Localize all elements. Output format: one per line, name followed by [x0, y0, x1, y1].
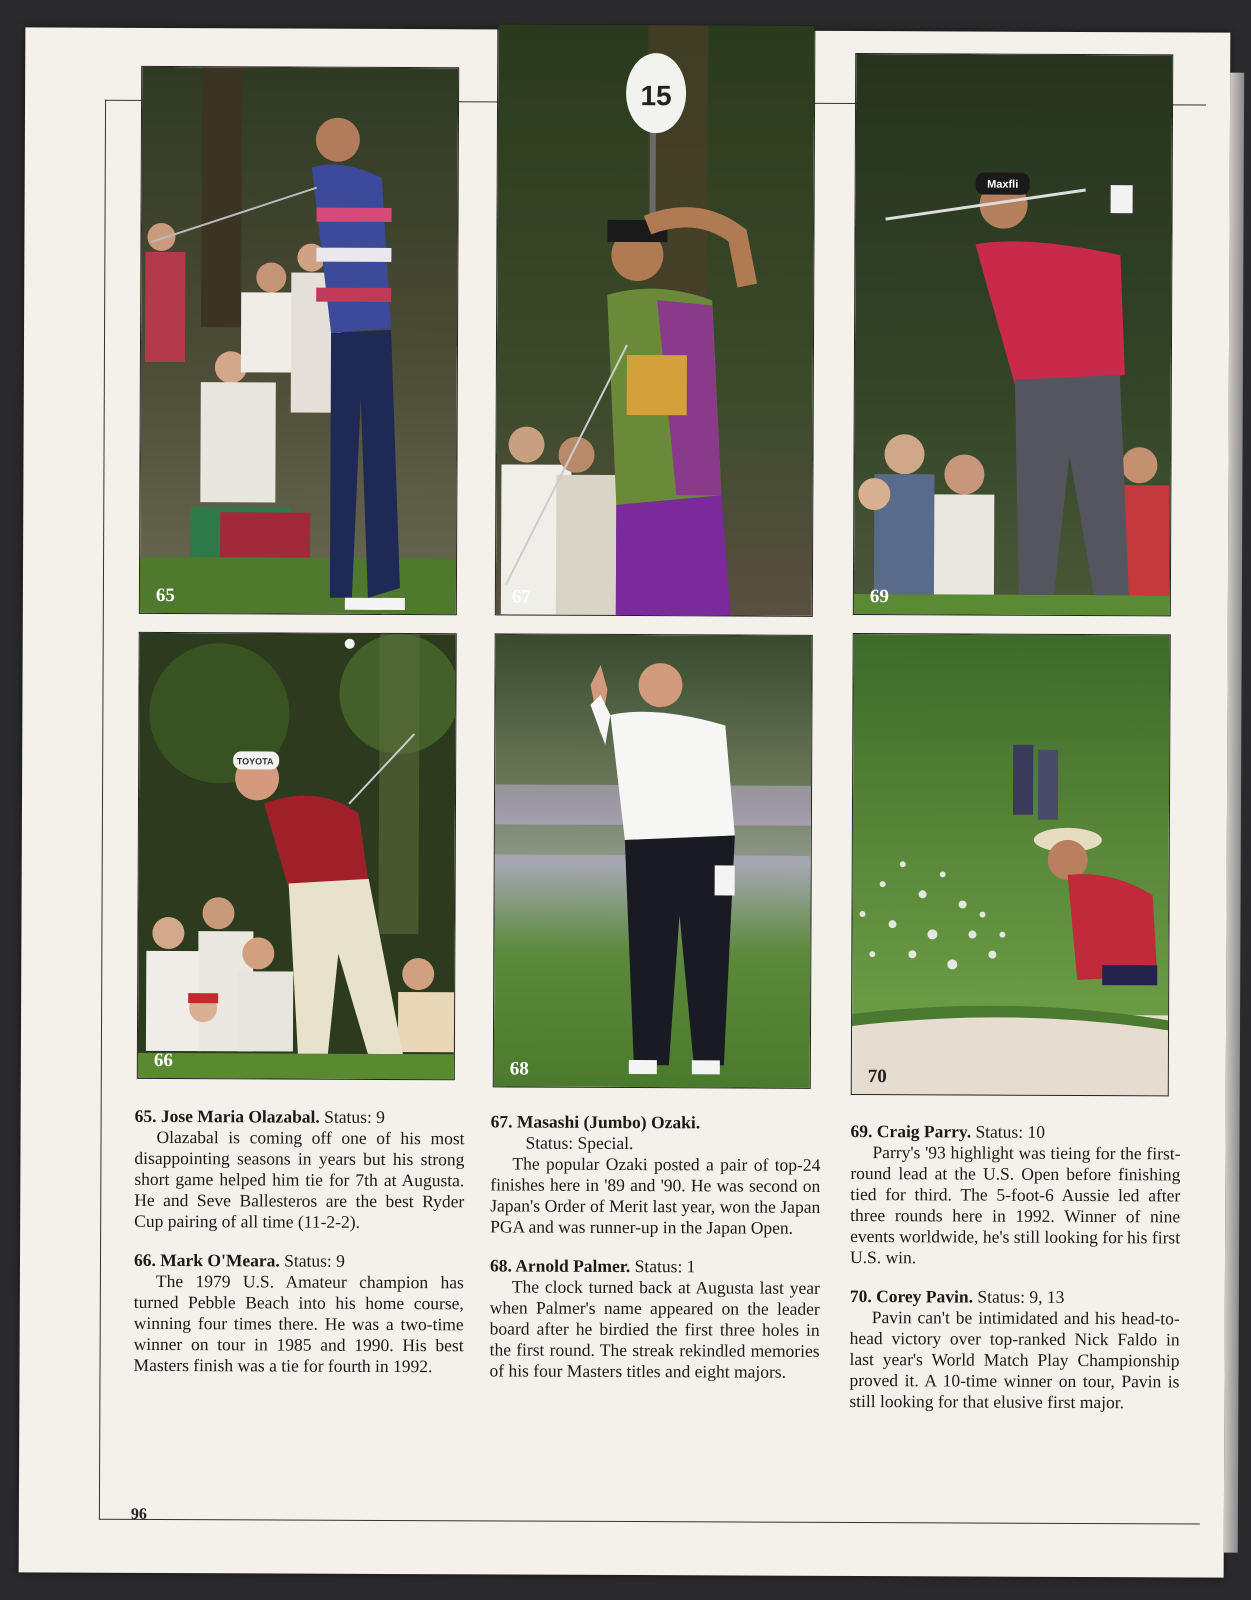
player-name: 65. Jose Maria Olazabal. [134, 1105, 320, 1127]
caption-65 [134, 1106, 465, 1233]
caption-column-3 [849, 1121, 1180, 1431]
player-name: 69. Craig Parry. [850, 1120, 972, 1142]
caption-70 [849, 1286, 1180, 1413]
photo-67-ozaki [495, 23, 816, 616]
photo-number: 70 [867, 1066, 887, 1088]
photo-69-parry [853, 53, 1173, 616]
caption-66 [133, 1250, 464, 1377]
photo-68-palmer [493, 633, 813, 1088]
caption-text: The popular Ozaki posted a pair of top-24 finishes here in '89 and '90. He was second on Japan's Order of Merit last year, won the Japan PGA and was runner-up in the Japan Open. [490, 1153, 821, 1238]
caption-text: The clock turned back at Augusta last year when Palmer's name appeared on the leader board after he birdied the first three holes in the first round. The streak rekindled memories of his four Masters titles and eight majors. [489, 1276, 820, 1382]
player-status: Status: 9 [284, 1250, 345, 1271]
caption-column-2 [489, 1111, 820, 1400]
player-status: Status: 10 [975, 1121, 1046, 1142]
player-status: Status: 1 [634, 1256, 696, 1277]
player-status: Status: 9 [324, 1106, 386, 1127]
photo-number: 67 [511, 586, 531, 608]
caption-68 [489, 1255, 820, 1382]
caption-text: Olazabal is coming off one of his most disappointing seasons in years but his strong short game helped him tie for 7th at Augusta. He and Seve Ballesteros are the best Ryder Cup pairing of all time (11-2-2). [134, 1126, 465, 1232]
player-name: 70. Corey Pavin. [849, 1285, 974, 1307]
caption-text: Parry's '93 highlight was tieing for the first-round lead at the U.S. Open before finishing tied for third. The 5-foot-6 Aussie led after three rounds here in 1992. Winner of nine events worldwide, he's still looking for his first U.S. win. [849, 1142, 1181, 1268]
photo-65-olazabal [139, 66, 459, 615]
photo-number: 65 [155, 584, 175, 607]
caption-67 [490, 1111, 821, 1238]
cap-logo-text: TOYOTA [236, 756, 274, 767]
caption-text: The 1979 U.S. Amateur champion has turned Pebble Beach into his home course, winning four times there. He was a two-time winner on tour in 1985 and 1990. His best Masters finish was a tie for fourth in 1992. [133, 1270, 464, 1377]
cap-logo-text: Maxfli [987, 178, 1019, 191]
photo-number: 68 [509, 1058, 529, 1080]
hole-flag-number: 15 [640, 80, 672, 112]
player-name: 66. Mark O'Meara. [133, 1249, 280, 1271]
photo-66-omeara [137, 632, 457, 1080]
photo-number: 66 [153, 1049, 173, 1072]
caption-text: Pavin can't be intimidated and his head-to-head victory over top-ranked Nick Faldo in last year's World Match Play Championship proved it. A 10-time winner on tour, Pavin is still looking for that elusive first major. [849, 1307, 1180, 1413]
photo-70-pavin [851, 633, 1171, 1096]
next-page-edge [1224, 73, 1244, 1553]
player-name: 67. Masashi (Jumbo) Ozaki. [490, 1111, 701, 1133]
player-status: Status: Special. [525, 1132, 634, 1154]
caption-69 [850, 1121, 1181, 1269]
page-number: 96 [130, 1505, 147, 1523]
magazine-page [19, 27, 1231, 1577]
caption-column-1 [133, 1106, 464, 1395]
photo-number: 69 [869, 586, 889, 608]
player-name: 68. Arnold Palmer. [489, 1255, 631, 1277]
player-status: Status: 9, 13 [977, 1286, 1065, 1307]
